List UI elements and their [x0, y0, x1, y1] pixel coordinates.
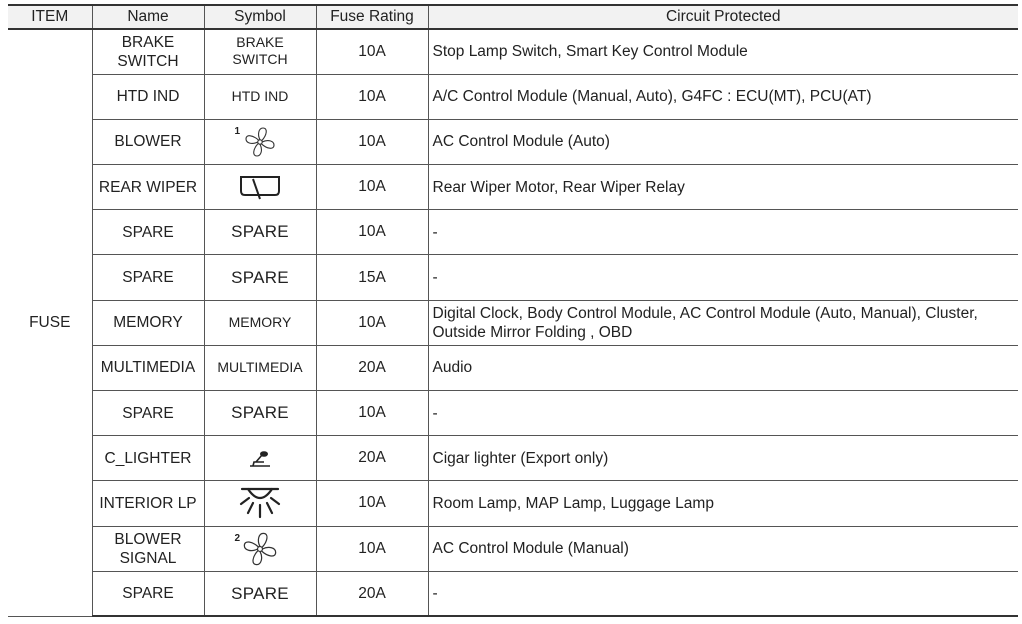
fuse-circuit: A/C Control Module (Manual, Auto), G4FC : ECU(MT), PCU(AT) — [428, 74, 1018, 119]
fuse-symbol — [204, 345, 316, 390]
fuse-rating: 10A — [316, 391, 428, 436]
fuse-name: BLOWER — [92, 119, 204, 164]
fuse-rating: 10A — [316, 165, 428, 210]
table-row — [8, 345, 1018, 390]
symbol-text: MEMORY — [228, 313, 292, 330]
fuse-symbol — [204, 119, 316, 164]
table-row — [8, 74, 1018, 119]
fuse-rating: 20A — [316, 345, 428, 390]
fuse-rating: 20A — [316, 571, 428, 616]
symbol-superscript: 2 — [234, 532, 241, 544]
symbol-text: HTD IND — [231, 87, 289, 104]
header-circuit: Circuit Protected — [428, 5, 1018, 29]
fuse-name: MULTIMEDIA — [92, 345, 204, 390]
fuse-symbol — [204, 571, 316, 616]
header-row — [8, 5, 1018, 29]
item-fuse: FUSE — [8, 29, 92, 616]
fuse-circuit: AC Control Module (Manual) — [428, 526, 1018, 571]
symbol-text: SPARE — [231, 403, 289, 423]
fuse-symbol — [204, 74, 316, 119]
table-row — [8, 210, 1018, 255]
fan-icon — [241, 530, 279, 568]
interior-lamp-icon — [236, 485, 284, 521]
fuse-rating: 15A — [316, 255, 428, 300]
fuse-name: REAR WIPER — [92, 165, 204, 210]
table-row — [8, 165, 1018, 210]
table-row — [8, 119, 1018, 164]
fuse-name: SPARE — [92, 255, 204, 300]
symbol-text: BRAKE SWITCH — [232, 34, 288, 68]
fuse-circuit: Cigar lighter (Export only) — [428, 436, 1018, 481]
fuse-rating: 10A — [316, 210, 428, 255]
table-row — [8, 391, 1018, 436]
symbol-text: SPARE — [231, 583, 289, 603]
fuse-symbol — [204, 300, 316, 345]
table-row — [8, 436, 1018, 481]
table-row — [8, 526, 1018, 571]
fuse-symbol — [204, 481, 316, 526]
fuse-symbol — [204, 255, 316, 300]
fuse-circuit: AC Control Module (Auto) — [428, 119, 1018, 164]
fuse-symbol — [204, 165, 316, 210]
fuse-circuit: - — [428, 391, 1018, 436]
fuse-name: SPARE — [92, 210, 204, 255]
fuse-symbol — [204, 210, 316, 255]
symbol-superscript: 1 — [234, 125, 241, 137]
fuse-circuit: - — [428, 210, 1018, 255]
header-name: Name — [92, 5, 204, 29]
fuse-circuit: Rear Wiper Motor, Rear Wiper Relay — [428, 165, 1018, 210]
fuse-rating: 20A — [316, 436, 428, 481]
header-symbol: Symbol — [204, 5, 316, 29]
fuse-symbol — [204, 29, 316, 74]
fuse-symbol — [204, 526, 316, 571]
header-rating: Fuse Rating — [316, 5, 428, 29]
table-row — [8, 300, 1018, 345]
fuse-name: INTERIOR LP — [92, 481, 204, 526]
fuse-table — [8, 4, 1018, 617]
fuse-circuit: Stop Lamp Switch, Smart Key Control Module — [428, 29, 1018, 74]
rear-wiper-icon — [237, 172, 283, 202]
fuse-name: MEMORY — [92, 300, 204, 345]
fuse-name: SPARE — [92, 571, 204, 616]
symbol-text: SPARE — [231, 267, 289, 287]
fuse-rating: 10A — [316, 526, 428, 571]
fuse-rating: 10A — [316, 29, 428, 74]
table-row — [8, 29, 1018, 74]
symbol-text: MULTIMEDIA — [217, 358, 303, 375]
fuse-rating: 10A — [316, 300, 428, 345]
fuse-name: SPARE — [92, 391, 204, 436]
fuse-circuit: Room Lamp, MAP Lamp, Luggage Lamp — [428, 481, 1018, 526]
fuse-circuit: - — [428, 255, 1018, 300]
fuse-circuit: Audio — [428, 345, 1018, 390]
fuse-rating: 10A — [316, 74, 428, 119]
symbol-text: SPARE — [231, 222, 289, 242]
fuse-circuit: Digital Clock, Body Control Module, AC Control Module (Auto, Manual), Cluster, Outside Mirror Folding , OBD — [428, 300, 1018, 345]
fuse-name: BLOWER SIGNAL — [92, 526, 204, 571]
fuse-circuit: - — [428, 571, 1018, 616]
fuse-rating: 10A — [316, 481, 428, 526]
fuse-symbol — [204, 436, 316, 481]
table-row — [8, 481, 1018, 526]
fuse-name: C_LIGHTER — [92, 436, 204, 481]
fuse-name: HTD IND — [92, 74, 204, 119]
fuse-rating: 10A — [316, 119, 428, 164]
fuse-symbol — [204, 391, 316, 436]
header-item: ITEM — [8, 5, 92, 29]
fuse-name: BRAKE SWITCH — [92, 29, 204, 74]
table-row — [8, 255, 1018, 300]
fan-icon — [243, 125, 277, 159]
table-row — [8, 571, 1018, 616]
cigar-lighter-icon — [245, 446, 275, 470]
